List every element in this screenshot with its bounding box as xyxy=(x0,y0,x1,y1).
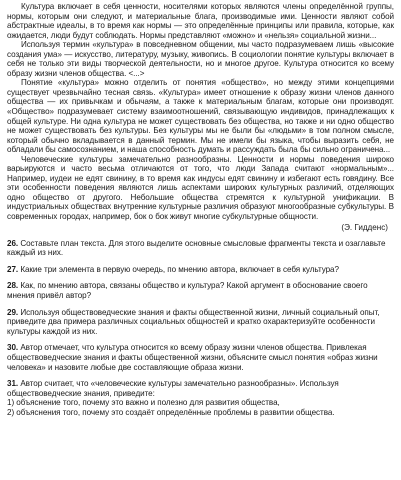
text-passage xyxy=(7,2,394,233)
task-text: Как, по мнению автора, связаны общество и культура? Какой аргумент в обоснование своего мнения привёл автор? xyxy=(7,281,368,300)
task-subitem-1: 1) объяснение того, почему это важно и полезно для развития общества, xyxy=(7,398,280,408)
task-number: 27. xyxy=(7,264,19,274)
task-text: Автор отмечает, что культура относится ко всему образу жизни членов общества. Привлекая обществоведческие знания и факты общественной жизни, объясните смысл понятия «образ жизни человека» и назовите любые две составляющие образа жизни. xyxy=(7,343,378,372)
task-text: Какие три элемента в первую очередь, по мнению автора, включает в себя культура? xyxy=(20,264,339,274)
task-text: Используя обществоведческие знания и факты общественной жизни, личный социальный опыт, приведите два примера различных социальных общностей и кратко охарактеризуйте особенности культуры каждой из них. xyxy=(7,307,380,336)
task-29 xyxy=(7,308,394,337)
task-number: 31. xyxy=(7,379,19,389)
task-number: 26. xyxy=(7,238,19,248)
task-number: 30. xyxy=(7,343,19,353)
task-text: Составьте план текста. Для этого выделите основные смысловые фрагменты текста и озаглавьте каждый из них. xyxy=(7,238,386,258)
task-number: 29. xyxy=(7,307,19,317)
task-text: Автор считает, что «человеческие культуры замечательно разнообразны». Используя обществоведческие знания, приведите: xyxy=(7,379,339,398)
task-28 xyxy=(7,281,394,300)
passage-paragraph-2: Используя термин «культура» в повседневном общении, мы часто подразумеваем лишь «высокие создания ума» — искусство, литературу, музыку, живопись. В социологии понятие культуры включает в себя не только эти виды творческой деятельности, но и многое другое. Культура относится ко всему образу жизни членов общества. <...> xyxy=(7,40,394,78)
task-26 xyxy=(7,239,394,258)
task-30 xyxy=(7,343,394,372)
task-31 xyxy=(7,379,394,417)
passage-paragraph-3: Понятие «культура» можно отделить от понятия «общество», но между этими концепциями существует чрезвычайно тесная связь. «Культура» имеет отношение к образу жизни членов данного общества — их привычкам и обычаям, а также к материальным благам, которые они производят. «Общество» подразумевает систему взаимоотношений, связывающую индивидов, принадлежащих к общей культуре. Ни одна культура не может существовать без общества, но также и ни одно общество не может существовать без культуры. Без культуры мы не были бы «людьми» в том полном смысле, который обычно вкладывается в данный термин. Мы не имели бы языка, чтобы выразить себя, не обладали бы самосознанием, и наша способность думать и рассуждать была бы сильно ограничена... xyxy=(7,78,394,155)
task-subitem-2: 2) объяснения того, почему это создаёт определённые проблемы в развитии общества. xyxy=(7,407,335,417)
passage-author: (Э. Гидденс) xyxy=(341,222,388,232)
passage-paragraph-1: Культура включает в себя ценности, носителями которых являются члены определённой группы, нормы, которым они следуют, и материальные блага, производимые ими. Ценности являют собой абстрактные идеалы, в то время как нормы — это определённые принципы или правила, которые, как ожидается, люди будут соблюдать. Нормы представляют «можно» и «нельзя» социальной жизни... xyxy=(7,2,394,40)
passage-paragraph-4: Человеческие культуры замечательно разнообразны. Ценности и нормы поведения широко варьируются и часто весьма отличаются от того, что люди Запада считают «нормальным»... Например, иудеи не едят свинину, в то время как индусы едят свинину и избегают есть говядину. Все эти особенности поведения являются лишь аспектами широких культурных различий, отделяющих одно общество от другого. Небольшие общества стремятся к культурной унификации. В индустриальных обществах внутренние культурные различия образуют многообразные субкультуры. В современных городах, например, бок о бок живут многие субкультурные общности. xyxy=(7,154,394,222)
task-27 xyxy=(7,265,394,275)
task-number: 28. xyxy=(7,281,19,291)
